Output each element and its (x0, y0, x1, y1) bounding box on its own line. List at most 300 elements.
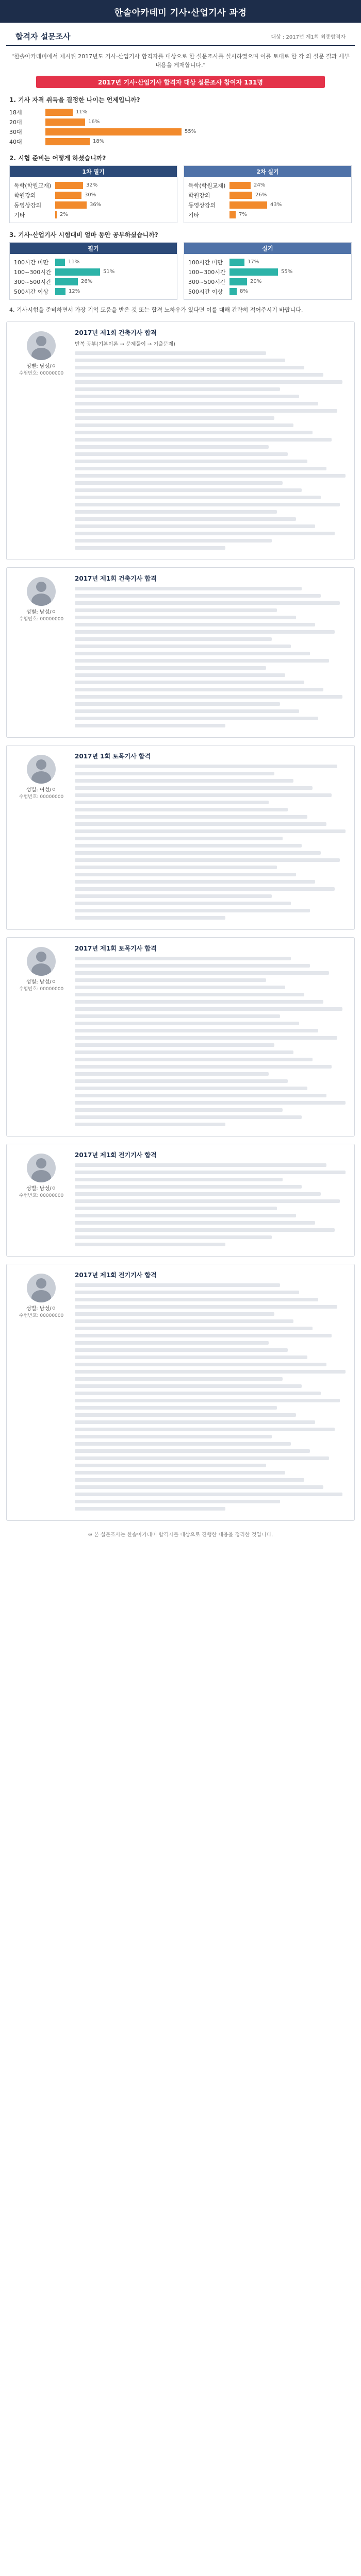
q2-written-bar-label: 학원강의 (14, 192, 36, 199)
text-line (75, 1305, 337, 1309)
text-line (75, 1471, 285, 1475)
q3-written-bar-label: 500시간 이상 (14, 288, 48, 295)
text-line (75, 1178, 283, 1181)
testimonial-title: 2017년 제1회 건축기사 합격 (75, 575, 157, 582)
q3-written-bars (10, 254, 177, 299)
text-line (75, 887, 335, 891)
q3-written-bar-fill (55, 259, 65, 266)
testimonial-content (70, 1150, 348, 1250)
q1-bar-fill (45, 128, 182, 135)
text-line (75, 503, 340, 506)
text-line (75, 637, 272, 641)
text-line (75, 1036, 337, 1040)
text-line (75, 1065, 332, 1069)
q3-practical-bar-track (229, 268, 278, 276)
text-line (75, 786, 313, 790)
testimonial-text-lines (75, 1163, 348, 1250)
q2-practical-bar-track (229, 201, 267, 209)
q2-written-bar-row (14, 180, 173, 190)
testimonial-profile (13, 574, 70, 731)
text-line (75, 1406, 277, 1410)
q2-written-bar-track (55, 192, 81, 199)
testimonial-title: 2017년 제1회 토목기사 합격 (75, 945, 157, 952)
text-line (75, 1456, 329, 1460)
q3-practical-bar-value: 20% (250, 279, 262, 284)
text-line (75, 695, 342, 699)
q3-practical-column (184, 242, 352, 300)
text-line (75, 1123, 225, 1126)
q3-practical-bar-row (188, 257, 347, 267)
text-line (75, 1087, 307, 1090)
text-line (75, 1399, 340, 1402)
testimonial-profile (13, 944, 70, 1130)
text-line (75, 452, 288, 456)
q3-written-bar-track (55, 288, 65, 295)
text-line (75, 481, 283, 485)
text-line (75, 373, 323, 377)
testimonial-content (70, 574, 348, 731)
text-line (75, 765, 337, 768)
q3-practical-bar-track (229, 288, 237, 295)
q3-practical-bar-track (229, 259, 244, 266)
text-line (75, 423, 293, 427)
text-line (75, 645, 291, 648)
q3-practical-bar-value: 55% (281, 269, 293, 275)
q2-written-bar-fill (55, 211, 57, 218)
q3-practical-bar-fill (229, 268, 278, 276)
testimonial-card (6, 745, 355, 930)
q2-practical-bars (184, 177, 351, 223)
q2-practical-head: 2차 실기 (184, 166, 351, 177)
q1-bar-list (9, 107, 352, 146)
survey-intro: "한솔아카데미에서 제시된 2017년도 기사·산업기사 합격자를 대상으로 한 설문조사를 실시하였으며 이를 토대로 한 각 의 설문 결과 세부내용을 게재합니다." (11, 53, 350, 69)
text-line (75, 1185, 302, 1189)
text-line (75, 1327, 313, 1330)
q1-bar-track (45, 128, 182, 135)
text-line (75, 1478, 304, 1482)
text-line (75, 587, 302, 590)
text-line (75, 779, 293, 783)
text-line (75, 431, 313, 434)
q3-written-bar-fill (55, 288, 65, 295)
q3-practical-bar-value: 17% (248, 259, 259, 265)
text-line (75, 837, 283, 840)
testimonial-text-lines (75, 957, 348, 1130)
text-line (75, 1413, 296, 1417)
survey-section-header (6, 23, 355, 46)
q3-written-bar-label: 100시간 미만 (14, 259, 48, 266)
text-line (75, 445, 269, 449)
q3-written-bar-row (14, 257, 173, 267)
testimonial-card (6, 1144, 355, 1257)
q3-practical-bar-row (188, 267, 347, 277)
testimonial-text-lines (75, 765, 348, 923)
text-line (75, 673, 285, 677)
q1-bar-track (45, 138, 90, 145)
survey-title: 합격자 설문조사 (15, 32, 71, 41)
text-line (75, 1171, 346, 1174)
text-line (75, 594, 321, 598)
participants-banner: 2017년 기사·산업기사 합격자 대상 설문조사 참여자 131명 (36, 76, 325, 88)
q1-bar-label: 40대 (9, 138, 22, 145)
q2-practical-bar-fill (229, 182, 251, 189)
q1-bar-row (9, 127, 352, 137)
q3-written-bar-label: 300~500시간 (14, 278, 52, 285)
testimonial-card (6, 1264, 355, 1521)
testimonial-text: 반복 공부(기본이론 → 문제풀이 → 기출문제) (75, 342, 176, 347)
q2-practical-bar-value: 7% (239, 212, 247, 217)
text-line (75, 666, 266, 670)
testimonial-profile (13, 1150, 70, 1250)
text-line (75, 793, 332, 797)
person-id: 수험번호: 00000000 (19, 987, 64, 992)
q2-practical-bar-value: 43% (270, 202, 282, 208)
q3-practical-head: 실기 (184, 243, 351, 254)
q2-practical-bar-row (188, 200, 347, 210)
q2-written-bar-fill (55, 182, 83, 189)
q2-written-bar-label: 동영상강의 (14, 201, 42, 209)
avatar (27, 331, 56, 360)
text-line (75, 851, 321, 855)
page-header-title: 한솔아카데미 기사·산업기사 과정 (114, 7, 247, 18)
q1-bar-label: 20대 (9, 118, 22, 126)
text-line (75, 510, 277, 514)
person-name: 성별: 남성/ㅇ (26, 609, 57, 615)
q2-written-bar-track (55, 182, 83, 189)
q3-written-bar-row (14, 267, 173, 277)
q2-practical-bar-row (188, 190, 347, 200)
text-line (75, 659, 329, 663)
q2-written-bar-row (14, 210, 173, 219)
testimonial-content (70, 1270, 348, 1514)
q2-practical-bar-track (229, 192, 252, 199)
text-line (75, 971, 329, 975)
text-line (75, 1115, 302, 1119)
q3-written-bar-fill (55, 278, 78, 285)
text-line (75, 387, 280, 391)
q2-practical-bar-value: 26% (255, 192, 267, 198)
q3-practical-bar-row (188, 286, 347, 296)
text-line (75, 1214, 296, 1217)
testimonial-card (6, 321, 355, 560)
text-line (75, 1341, 269, 1345)
text-line (75, 1355, 307, 1359)
text-line (75, 724, 225, 727)
top-bar (0, 0, 361, 23)
text-line (75, 1435, 272, 1438)
testimonial-card (6, 937, 355, 1137)
q3-practical-bar-fill (229, 259, 244, 266)
text-line (75, 1363, 326, 1366)
q2-practical-bar-fill (229, 211, 236, 218)
q2-practical-bar-label: 독학(학원교재) (188, 182, 226, 189)
text-line (75, 438, 332, 442)
q2-written-bar-value: 32% (86, 182, 98, 188)
text-line (75, 1029, 318, 1032)
q3-practical-bar-track (229, 278, 247, 285)
q3-written-bar-label: 100~300시간 (14, 268, 52, 276)
q3-practical-bar-label: 100시간 미만 (188, 259, 223, 266)
text-line (75, 1043, 274, 1047)
person-name: 성별: 남성/ㅇ (26, 1306, 57, 1312)
q3-practical-bar-value: 8% (240, 289, 248, 294)
text-line (75, 880, 315, 884)
testimonial-list (0, 321, 361, 1521)
q2-written-column (9, 165, 177, 223)
q2-written-bar-label: 독학(학원교재) (14, 182, 52, 189)
q1-bar-label: 30대 (9, 128, 22, 135)
person-id: 수험번호: 00000000 (19, 617, 64, 622)
q3-written-bar-fill (55, 268, 100, 276)
q2-written-bars (10, 177, 177, 223)
text-line (75, 702, 280, 706)
testimonial-title: 2017년 제1회 전기기사 합격 (75, 1151, 157, 1159)
q2-practical-bar-value: 24% (254, 182, 266, 188)
text-line (75, 1420, 315, 1424)
q3-written-bar-row (14, 286, 173, 296)
text-line (75, 1079, 288, 1083)
text-line (75, 616, 296, 619)
q1-bar-track (45, 118, 85, 126)
text-line (75, 366, 304, 369)
text-line (75, 1101, 346, 1105)
testimonial-profile (13, 752, 70, 923)
text-line (75, 1050, 293, 1054)
q2-practical-bar-label: 학원강의 (188, 192, 210, 199)
q2-written-bar-row (14, 200, 173, 210)
q1-bar-fill (45, 138, 90, 145)
text-line (75, 1507, 225, 1511)
q2-written-head: 1차 필기 (10, 166, 177, 177)
testimonial-card (6, 567, 355, 738)
testimonial-text-lines (75, 1283, 348, 1514)
q3-columns (9, 242, 352, 300)
text-line (75, 993, 304, 996)
text-line (75, 402, 318, 405)
text-line (75, 1221, 315, 1225)
testimonial-text-lines (75, 587, 348, 731)
text-line (75, 601, 340, 605)
text-line (75, 1377, 283, 1381)
q2-practical-bar-track (229, 211, 236, 218)
q1-bar-value: 55% (185, 129, 196, 134)
testimonial-content (70, 752, 348, 923)
text-line (75, 1207, 277, 1210)
q1-bar-row (9, 107, 352, 117)
text-line (75, 488, 302, 492)
text-line (75, 1370, 346, 1374)
text-line (75, 808, 288, 811)
person-id: 수험번호: 00000000 (19, 371, 64, 376)
text-line (75, 630, 335, 634)
text-line (75, 1235, 272, 1239)
q2-title: 2. 시험 준비는 어떻게 하셨습니까? (9, 155, 106, 162)
text-line (75, 1485, 323, 1489)
text-line (75, 858, 340, 862)
text-line (75, 1384, 302, 1388)
q3-practical-bar-label: 100~300시간 (188, 268, 226, 276)
q2-written-bar-track (55, 211, 57, 218)
person-id: 수험번호: 00000000 (19, 1193, 64, 1198)
text-line (75, 1243, 225, 1246)
text-line (75, 822, 326, 826)
text-line (75, 717, 318, 720)
text-line (75, 1007, 342, 1011)
text-line (75, 978, 266, 982)
q3-written-bar-value: 51% (103, 269, 115, 275)
avatar (27, 755, 56, 784)
q3-written-head: 필기 (10, 243, 177, 254)
q1-bar-label: 18세 (9, 109, 22, 116)
text-line (75, 351, 266, 355)
text-line (75, 1094, 326, 1097)
q3-written-bar-row (14, 277, 173, 286)
q2-practical-bar-label: 동영상강의 (188, 201, 216, 209)
text-line (75, 1163, 326, 1167)
text-line (75, 957, 291, 960)
text-line (75, 1199, 340, 1203)
survey-target: 대상 : 2017년 제1회 최종합격자 (271, 35, 346, 40)
q1-bar-value: 16% (88, 119, 100, 125)
text-line (75, 688, 323, 691)
text-line (75, 964, 310, 968)
text-line (75, 1500, 280, 1503)
q3-practical-bar-fill (229, 288, 237, 295)
person-name: 성별: 여성/ㅇ (26, 787, 57, 793)
text-line (75, 1348, 288, 1352)
text-line (75, 909, 310, 912)
footer-note: ※ 본 설문조사는 한솔아카데미 합격자를 대상으로 진행한 내용을 정리한 것입니다. (88, 1532, 273, 1538)
text-line (75, 409, 337, 413)
text-line (75, 709, 299, 713)
text-line (75, 1014, 280, 1018)
text-line (75, 416, 274, 420)
q2-practical-bar-row (188, 180, 347, 190)
text-line (75, 1291, 299, 1294)
q3-written-bar-track (55, 278, 78, 285)
text-line (75, 474, 346, 478)
person-id: 수험번호: 00000000 (19, 1313, 64, 1318)
text-line (75, 524, 315, 528)
q2-columns (9, 165, 352, 223)
text-line (75, 801, 269, 804)
q2-written-bar-row (14, 190, 173, 200)
q1-bar-row (9, 117, 352, 127)
q2-written-bar-label: 기타 (14, 211, 25, 218)
text-line (75, 1058, 313, 1061)
testimonial-title: 2017년 1회 토목기사 합격 (75, 753, 151, 760)
q3-written-bar-value: 26% (81, 279, 93, 284)
q1-bar-value: 18% (93, 139, 105, 144)
text-line (75, 1442, 291, 1446)
q3-written-bar-track (55, 268, 100, 276)
q3-practical-bar-label: 300~500시간 (188, 278, 226, 285)
testimonial-content (70, 944, 348, 1130)
text-line (75, 1312, 274, 1316)
testimonial-profile (13, 1270, 70, 1514)
q2-practical-bar-fill (229, 201, 267, 209)
text-line (75, 623, 315, 626)
q3-written-bar-value: 11% (68, 259, 80, 265)
q3-written-column (9, 242, 177, 300)
text-line (75, 359, 285, 362)
q2-written-bar-track (55, 201, 87, 209)
text-line (75, 815, 307, 819)
text-line (75, 1493, 342, 1496)
q1-bar-row (9, 137, 352, 146)
text-line (75, 866, 277, 869)
text-line (75, 1108, 283, 1112)
text-line (75, 1000, 323, 1004)
text-line (75, 844, 302, 848)
text-line (75, 517, 296, 521)
text-line (75, 539, 272, 543)
text-line (75, 1334, 332, 1337)
text-line (75, 467, 326, 470)
text-line (75, 1449, 310, 1453)
q1-bar-fill (45, 109, 73, 116)
q1-bar-track (45, 109, 73, 116)
avatar (27, 577, 56, 606)
person-name: 성별: 남성/ㅇ (26, 364, 57, 369)
text-line (75, 873, 296, 876)
q2-practical-bar-track (229, 182, 251, 189)
q3-practical-bar-label: 500시간 이상 (188, 288, 223, 295)
text-line (75, 1072, 269, 1076)
testimonial-profile (13, 328, 70, 553)
text-line (75, 829, 346, 833)
text-line (75, 772, 274, 775)
q1-title: 1. 기사 자격 취득을 결정한 나이는 언제입니까? (9, 96, 140, 104)
q2-practical-column (184, 165, 352, 223)
q3-written-bar-track (55, 259, 65, 266)
person-name: 성별: 남성/ㅇ (26, 1186, 57, 1192)
q1-bar-value: 11% (76, 109, 88, 115)
q1-bar-fill (45, 118, 85, 126)
text-line (75, 1022, 299, 1025)
q2-written-bar-fill (55, 201, 87, 209)
testimonial-title: 2017년 제1회 전기기사 합격 (75, 1272, 157, 1279)
text-line (75, 902, 291, 905)
text-line (75, 608, 277, 612)
text-line (75, 1228, 335, 1232)
q2-written-bar-value: 36% (90, 202, 102, 208)
text-line (75, 681, 304, 684)
text-line (75, 395, 299, 398)
text-line (75, 460, 307, 463)
text-line (75, 546, 225, 550)
text-line (75, 894, 272, 898)
text-line (75, 1319, 293, 1323)
avatar (27, 1154, 56, 1182)
q3-practical-bar-row (188, 277, 347, 286)
text-line (75, 1428, 335, 1431)
q2-practical-bar-row (188, 210, 347, 219)
q3-practical-bars (184, 254, 351, 299)
text-line (75, 532, 335, 535)
q3-practical-bar-fill (229, 278, 247, 285)
person-name: 성별: 남성/ㅇ (26, 979, 57, 985)
q2-written-bar-value: 30% (85, 192, 96, 198)
q2-written-bar-fill (55, 192, 81, 199)
text-line (75, 1283, 280, 1287)
testimonial-title: 2017년 제1회 건축기사 합격 (75, 329, 157, 336)
person-id: 수험번호: 00000000 (19, 794, 64, 800)
text-line (75, 986, 285, 989)
avatar (27, 947, 56, 976)
text-line (75, 1464, 266, 1467)
text-line (75, 380, 342, 384)
